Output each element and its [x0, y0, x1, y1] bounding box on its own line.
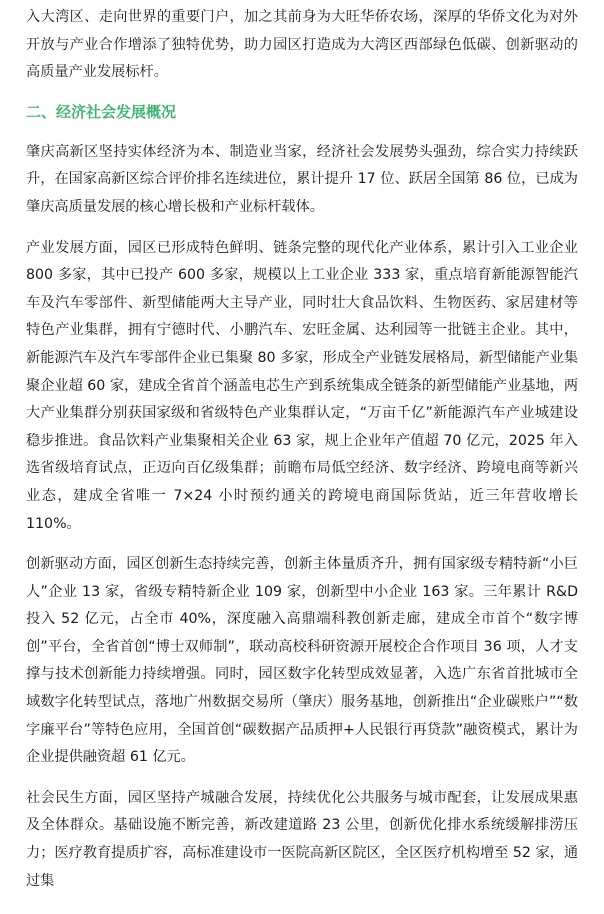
industry-development-paragraph: 产业发展方面，园区已形成特色鲜明、链条完整的现代化产业体系，累计引入工业企业 800 多家，其中已投产 600 多家，规模以上工业企业 333 家，重点培育新能源智能汽车及汽车零部件、新型储能两大主导产业，同时壮大食品饮料、生物医药、家居建材等特色产业集群，拥有宁德时代、小鹏汽车、宏旺金属、达利园等一批链主企业。其中，新能源汽车及汽车零部件企业已集聚 80 多家，形成全产业链发展格局，新型储能产业集聚企业超 60 家，建成全省首个涵盖电芯生产到系统集成全链条的新型储能产业基地，两大产业集群分别获国家级和省级特色产业集群认定，“万亩千亿”新能源汽车产业城建设稳步推进。食品饮料产业集聚相关企业 63 家，规上企业年产值超 70 亿元，2025 年入选省级培育试点，正迈向百亿级集群；前瞻布局低空经济、数字经济、跨境电商等新兴业态，建成全省唯一 7×24 小时预约通关的跨境电商国际货站，近三年营收增长 110%。: [26, 239, 579, 532]
innovation-paragraph: 创新驱动方面，园区创新生态持续完善，创新主体量质齐升，拥有国家级专精特新“小巨人”企业 13 家，省级专精特新企业 109 家，创新型中小企业 163 家。三年累计 R&D 投入 52 亿元，占全市 40%，深度融入高鼎端科教创新走廊，建成全市首个“数字博创”平台，全省首创“博士双师制”，联动高校科研资源开展校企合作项目 36 项，人才支撑与技术创新能力持续增强。同时，园区数字化转型成效显著，入选广东省首批城市全域数字化转型试点，落地广州数据交易所（肇庆）服务基地，创新推出“企业碳账户”“数字廉平台”等特色应用，全国首创“碳数据产品质押+人民银行再贷款”融资模式，累计为企业提供融资超 61 亿元。: [26, 556, 578, 766]
section-heading: 二、经济社会发展概况: [26, 102, 177, 121]
intro-paragraph-continuation: 入大湾区、走向世界的重要门户，加之其前身为大旺华侨农场，深厚的华侨文化为对外开放与产业合作增添了独特优势，助力园区打造成为大湾区西部绿色低碳、创新驱动的高质量产业发展标杆。: [26, 9, 578, 81]
social-livelihood-paragraph: 社会民生方面，园区坚持产城融合发展，持续优化公共服务与城市配套，让发展成果惠及全体群众。基础设施不断完善，新改建道路 23 公里，创新优化排水系统缓解排涝压力；医疗教育提质扩容，高标准建设市一医院高新区院区，全区医疗机构增至 52 家，通过集: [26, 789, 579, 889]
overview-paragraph: 肇庆高新区坚持实体经济为本、制造业当家，经济社会发展势头强劲，综合实力持续跃升，在国家高新区综合评价排名连续进位，累计提升 17 位、跃居全国第 86 位，已成为肇庆高质量发展的核心增长极和产业标杆载体。: [26, 143, 578, 215]
